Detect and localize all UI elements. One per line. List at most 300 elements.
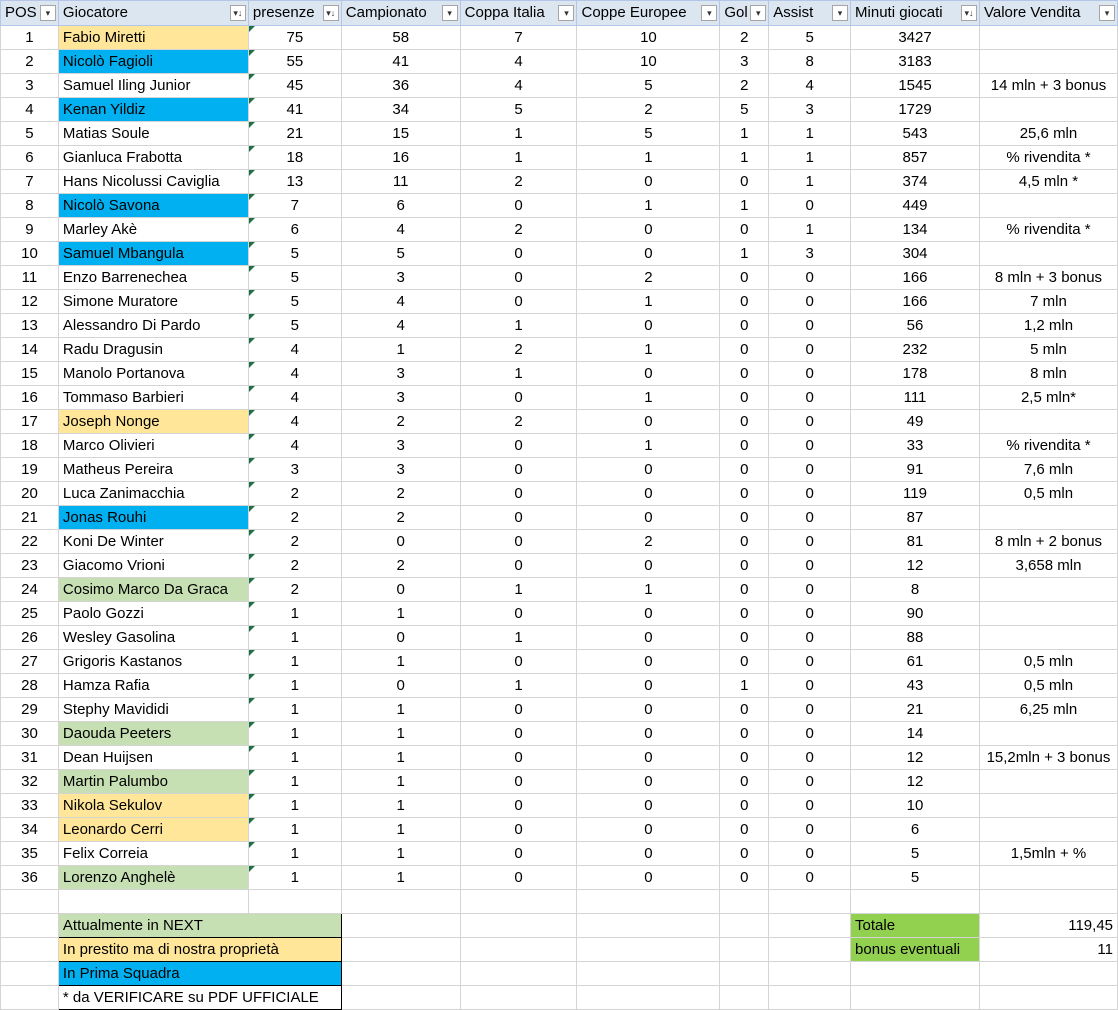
player-name-cell[interactable]: Jonas Rouhi [58, 506, 248, 530]
valore-vendita-cell[interactable]: 0,5 mln [979, 650, 1117, 674]
pos-cell[interactable]: 10 [1, 242, 59, 266]
pos-cell[interactable]: 22 [1, 530, 59, 554]
player-name-cell[interactable]: Matias Soule [58, 122, 248, 146]
campionato-cell[interactable]: 6 [341, 194, 460, 218]
minuti-cell[interactable]: 134 [851, 218, 980, 242]
assist-cell[interactable]: 0 [769, 602, 851, 626]
assist-cell[interactable]: 3 [769, 98, 851, 122]
pos-cell[interactable]: 28 [1, 674, 59, 698]
presenze-cell[interactable]: 5 [248, 266, 341, 290]
minuti-cell[interactable]: 8 [851, 578, 980, 602]
coppe-europee-cell[interactable]: 1 [577, 578, 720, 602]
coppa-italia-cell[interactable]: 1 [460, 122, 577, 146]
valore-vendita-cell[interactable] [979, 770, 1117, 794]
coppe-europee-cell[interactable]: 10 [577, 50, 720, 74]
column-header[interactable] [851, 1, 980, 26]
pos-cell[interactable]: 17 [1, 410, 59, 434]
valore-vendita-cell[interactable] [979, 578, 1117, 602]
coppa-italia-cell[interactable]: 0 [460, 866, 577, 890]
empty-cell[interactable] [460, 962, 577, 986]
player-name-cell[interactable]: Felix Correia [58, 842, 248, 866]
gol-cell[interactable]: 0 [720, 770, 769, 794]
assist-cell[interactable]: 0 [769, 362, 851, 386]
coppa-italia-cell[interactable]: 0 [460, 794, 577, 818]
minuti-cell[interactable]: 88 [851, 626, 980, 650]
coppa-italia-cell[interactable]: 5 [460, 98, 577, 122]
coppa-italia-cell[interactable]: 0 [460, 386, 577, 410]
empty-cell[interactable] [460, 914, 577, 938]
empty-cell[interactable] [851, 986, 980, 1010]
assist-cell[interactable]: 0 [769, 746, 851, 770]
valore-vendita-cell[interactable]: 15,2mln + 3 bonus [979, 746, 1117, 770]
presenze-cell[interactable]: 1 [248, 722, 341, 746]
minuti-cell[interactable]: 10 [851, 794, 980, 818]
presenze-cell[interactable]: 2 [248, 482, 341, 506]
minuti-cell[interactable]: 14 [851, 722, 980, 746]
minuti-cell[interactable]: 857 [851, 146, 980, 170]
minuti-cell[interactable]: 43 [851, 674, 980, 698]
empty-cell[interactable] [58, 890, 248, 914]
presenze-cell[interactable]: 2 [248, 530, 341, 554]
pos-cell[interactable]: 21 [1, 506, 59, 530]
player-name-cell[interactable]: Nicolò Savona [58, 194, 248, 218]
coppa-italia-cell[interactable]: 0 [460, 506, 577, 530]
presenze-cell[interactable]: 13 [248, 170, 341, 194]
assist-cell[interactable]: 0 [769, 794, 851, 818]
coppe-europee-cell[interactable]: 1 [577, 386, 720, 410]
coppa-italia-cell[interactable]: 0 [460, 290, 577, 314]
coppe-europee-cell[interactable]: 2 [577, 98, 720, 122]
coppe-europee-cell[interactable]: 0 [577, 650, 720, 674]
presenze-cell[interactable]: 1 [248, 842, 341, 866]
empty-cell[interactable] [341, 986, 460, 1010]
coppe-europee-cell[interactable]: 0 [577, 314, 720, 338]
campionato-cell[interactable]: 1 [341, 650, 460, 674]
empty-cell[interactable] [1, 914, 59, 938]
gol-cell[interactable]: 0 [720, 506, 769, 530]
pos-cell[interactable]: 35 [1, 842, 59, 866]
assist-cell[interactable]: 1 [769, 146, 851, 170]
campionato-cell[interactable]: 41 [341, 50, 460, 74]
valore-vendita-cell[interactable]: 7 mln [979, 290, 1117, 314]
campionato-cell[interactable]: 1 [341, 338, 460, 362]
presenze-cell[interactable]: 1 [248, 866, 341, 890]
valore-vendita-cell[interactable]: 7,6 mln [979, 458, 1117, 482]
campionato-cell[interactable]: 1 [341, 602, 460, 626]
minuti-cell[interactable]: 21 [851, 698, 980, 722]
minuti-cell[interactable]: 3427 [851, 26, 980, 50]
minuti-cell[interactable]: 90 [851, 602, 980, 626]
coppa-italia-cell[interactable]: 2 [460, 218, 577, 242]
assist-cell[interactable]: 4 [769, 74, 851, 98]
presenze-cell[interactable]: 4 [248, 410, 341, 434]
presenze-cell[interactable]: 1 [248, 818, 341, 842]
gol-cell[interactable]: 0 [720, 650, 769, 674]
gol-cell[interactable]: 0 [720, 698, 769, 722]
assist-cell[interactable]: 0 [769, 386, 851, 410]
campionato-cell[interactable]: 11 [341, 170, 460, 194]
pos-cell[interactable]: 29 [1, 698, 59, 722]
minuti-cell[interactable]: 232 [851, 338, 980, 362]
presenze-cell[interactable]: 1 [248, 794, 341, 818]
minuti-cell[interactable]: 119 [851, 482, 980, 506]
pos-cell[interactable]: 8 [1, 194, 59, 218]
coppe-europee-cell[interactable]: 1 [577, 434, 720, 458]
player-name-cell[interactable]: Giacomo Vrioni [58, 554, 248, 578]
gol-cell[interactable]: 0 [720, 338, 769, 362]
player-name-cell[interactable]: Enzo Barrenechea [58, 266, 248, 290]
empty-cell[interactable] [1, 890, 59, 914]
minuti-cell[interactable]: 33 [851, 434, 980, 458]
campionato-cell[interactable]: 3 [341, 362, 460, 386]
valore-vendita-cell[interactable]: % rivendita * [979, 218, 1117, 242]
minuti-cell[interactable]: 543 [851, 122, 980, 146]
presenze-cell[interactable]: 7 [248, 194, 341, 218]
player-name-cell[interactable]: Daouda Peeters [58, 722, 248, 746]
valore-vendita-cell[interactable]: 8 mln [979, 362, 1117, 386]
pos-cell[interactable]: 6 [1, 146, 59, 170]
coppe-europee-cell[interactable]: 0 [577, 458, 720, 482]
minuti-cell[interactable]: 166 [851, 290, 980, 314]
player-name-cell[interactable]: Tommaso Barbieri [58, 386, 248, 410]
coppe-europee-cell[interactable]: 0 [577, 722, 720, 746]
gol-cell[interactable]: 0 [720, 266, 769, 290]
presenze-cell[interactable]: 75 [248, 26, 341, 50]
valore-vendita-cell[interactable] [979, 194, 1117, 218]
pos-cell[interactable]: 30 [1, 722, 59, 746]
player-name-cell[interactable]: Hans Nicolussi Caviglia [58, 170, 248, 194]
campionato-cell[interactable]: 3 [341, 434, 460, 458]
gol-cell[interactable]: 1 [720, 674, 769, 698]
gol-cell[interactable]: 0 [720, 554, 769, 578]
valore-vendita-cell[interactable] [979, 242, 1117, 266]
campionato-cell[interactable]: 1 [341, 746, 460, 770]
campionato-cell[interactable]: 0 [341, 626, 460, 650]
assist-cell[interactable]: 0 [769, 194, 851, 218]
valore-vendita-cell[interactable]: 6,25 mln [979, 698, 1117, 722]
empty-cell[interactable] [460, 986, 577, 1010]
coppa-italia-cell[interactable]: 4 [460, 74, 577, 98]
pos-cell[interactable]: 13 [1, 314, 59, 338]
assist-cell[interactable]: 0 [769, 266, 851, 290]
empty-cell[interactable] [720, 986, 769, 1010]
empty-cell[interactable] [341, 938, 460, 962]
column-header[interactable] [248, 1, 341, 26]
assist-cell[interactable]: 0 [769, 698, 851, 722]
valore-vendita-cell[interactable]: 8 mln + 3 bonus [979, 266, 1117, 290]
pos-cell[interactable]: 2 [1, 50, 59, 74]
valore-vendita-cell[interactable] [979, 410, 1117, 434]
coppe-europee-cell[interactable]: 1 [577, 194, 720, 218]
presenze-cell[interactable]: 2 [248, 578, 341, 602]
assist-cell[interactable]: 0 [769, 818, 851, 842]
totals-label[interactable]: bonus eventuali [851, 938, 980, 962]
gol-cell[interactable]: 0 [720, 170, 769, 194]
assist-cell[interactable]: 0 [769, 866, 851, 890]
pos-cell[interactable]: 3 [1, 74, 59, 98]
coppe-europee-cell[interactable]: 0 [577, 242, 720, 266]
pos-cell[interactable]: 32 [1, 770, 59, 794]
assist-cell[interactable]: 0 [769, 290, 851, 314]
empty-cell[interactable] [769, 986, 851, 1010]
campionato-cell[interactable]: 2 [341, 482, 460, 506]
player-name-cell[interactable]: Simone Muratore [58, 290, 248, 314]
assist-cell[interactable]: 0 [769, 434, 851, 458]
column-header[interactable] [460, 1, 577, 26]
minuti-cell[interactable]: 12 [851, 770, 980, 794]
valore-vendita-cell[interactable]: 3,658 mln [979, 554, 1117, 578]
empty-cell[interactable] [577, 890, 720, 914]
player-name-cell[interactable]: Kenan Yildiz [58, 98, 248, 122]
presenze-cell[interactable]: 1 [248, 650, 341, 674]
assist-cell[interactable]: 0 [769, 314, 851, 338]
campionato-cell[interactable]: 3 [341, 266, 460, 290]
coppa-italia-cell[interactable]: 0 [460, 530, 577, 554]
assist-cell[interactable]: 0 [769, 722, 851, 746]
coppa-italia-cell[interactable]: 4 [460, 50, 577, 74]
minuti-cell[interactable]: 3183 [851, 50, 980, 74]
gol-cell[interactable]: 1 [720, 194, 769, 218]
player-name-cell[interactable]: Marco Olivieri [58, 434, 248, 458]
minuti-cell[interactable]: 111 [851, 386, 980, 410]
empty-cell[interactable] [1, 938, 59, 962]
player-name-cell[interactable]: Fabio Miretti [58, 26, 248, 50]
campionato-cell[interactable]: 1 [341, 866, 460, 890]
column-header[interactable] [720, 1, 769, 26]
coppa-italia-cell[interactable]: 0 [460, 698, 577, 722]
filter-dropdown-icon[interactable]: ▾↓ [323, 5, 339, 21]
pos-cell[interactable]: 23 [1, 554, 59, 578]
totals-value[interactable]: 119,45 [979, 914, 1117, 938]
gol-cell[interactable]: 0 [720, 410, 769, 434]
assist-cell[interactable]: 0 [769, 650, 851, 674]
column-header[interactable] [577, 1, 720, 26]
coppe-europee-cell[interactable]: 0 [577, 410, 720, 434]
coppa-italia-cell[interactable]: 2 [460, 170, 577, 194]
player-name-cell[interactable]: Cosimo Marco Da Graca [58, 578, 248, 602]
valore-vendita-cell[interactable]: 25,6 mln [979, 122, 1117, 146]
empty-cell[interactable] [720, 914, 769, 938]
coppa-italia-cell[interactable]: 0 [460, 722, 577, 746]
player-name-cell[interactable]: Koni De Winter [58, 530, 248, 554]
player-name-cell[interactable]: Radu Dragusin [58, 338, 248, 362]
player-name-cell[interactable]: Wesley Gasolina [58, 626, 248, 650]
empty-cell[interactable] [769, 914, 851, 938]
empty-cell[interactable] [769, 962, 851, 986]
gol-cell[interactable]: 0 [720, 602, 769, 626]
presenze-cell[interactable]: 5 [248, 242, 341, 266]
filter-dropdown-icon[interactable]: ▾ [558, 5, 574, 21]
coppe-europee-cell[interactable]: 0 [577, 170, 720, 194]
player-name-cell[interactable]: Nikola Sekulov [58, 794, 248, 818]
valore-vendita-cell[interactable]: 14 mln + 3 bonus [979, 74, 1117, 98]
minuti-cell[interactable]: 1545 [851, 74, 980, 98]
filter-dropdown-icon[interactable]: ▾↓ [230, 5, 246, 21]
minuti-cell[interactable]: 5 [851, 866, 980, 890]
filter-dropdown-icon[interactable]: ▾ [1099, 5, 1115, 21]
presenze-cell[interactable]: 5 [248, 290, 341, 314]
assist-cell[interactable]: 0 [769, 770, 851, 794]
presenze-cell[interactable]: 4 [248, 434, 341, 458]
campionato-cell[interactable]: 1 [341, 722, 460, 746]
assist-cell[interactable]: 0 [769, 530, 851, 554]
legend-label[interactable]: In prestito ma di nostra proprietà [58, 938, 341, 962]
campionato-cell[interactable]: 3 [341, 386, 460, 410]
filter-dropdown-icon[interactable]: ▾ [750, 5, 766, 21]
empty-cell[interactable] [577, 938, 720, 962]
empty-cell[interactable] [341, 890, 460, 914]
coppa-italia-cell[interactable]: 0 [460, 434, 577, 458]
campionato-cell[interactable]: 4 [341, 290, 460, 314]
empty-cell[interactable] [577, 962, 720, 986]
filter-dropdown-icon[interactable]: ▾ [40, 5, 56, 21]
empty-cell[interactable] [720, 890, 769, 914]
pos-cell[interactable]: 11 [1, 266, 59, 290]
column-header[interactable] [979, 1, 1117, 26]
assist-cell[interactable]: 0 [769, 842, 851, 866]
player-name-cell[interactable]: Samuel Mbangula [58, 242, 248, 266]
assist-cell[interactable]: 0 [769, 554, 851, 578]
gol-cell[interactable]: 0 [720, 722, 769, 746]
coppe-europee-cell[interactable]: 0 [577, 770, 720, 794]
campionato-cell[interactable]: 58 [341, 26, 460, 50]
assist-cell[interactable]: 1 [769, 122, 851, 146]
assist-cell[interactable]: 0 [769, 338, 851, 362]
presenze-cell[interactable]: 1 [248, 698, 341, 722]
coppa-italia-cell[interactable]: 0 [460, 818, 577, 842]
legend-label[interactable]: In Prima Squadra [58, 962, 341, 986]
presenze-cell[interactable]: 45 [248, 74, 341, 98]
coppe-europee-cell[interactable]: 0 [577, 362, 720, 386]
coppa-italia-cell[interactable]: 0 [460, 482, 577, 506]
player-name-cell[interactable]: Nicolò Fagioli [58, 50, 248, 74]
minuti-cell[interactable]: 5 [851, 842, 980, 866]
coppa-italia-cell[interactable]: 2 [460, 338, 577, 362]
assist-cell[interactable]: 5 [769, 26, 851, 50]
coppe-europee-cell[interactable]: 0 [577, 746, 720, 770]
empty-cell[interactable] [248, 890, 341, 914]
player-name-cell[interactable]: Leonardo Cerri [58, 818, 248, 842]
campionato-cell[interactable]: 2 [341, 554, 460, 578]
coppe-europee-cell[interactable]: 0 [577, 794, 720, 818]
pos-cell[interactable]: 7 [1, 170, 59, 194]
coppe-europee-cell[interactable]: 0 [577, 554, 720, 578]
pos-cell[interactable]: 26 [1, 626, 59, 650]
assist-cell[interactable]: 0 [769, 410, 851, 434]
player-name-cell[interactable]: Samuel Iling Junior [58, 74, 248, 98]
gol-cell[interactable]: 2 [720, 26, 769, 50]
coppa-italia-cell[interactable]: 0 [460, 602, 577, 626]
empty-cell[interactable] [1, 986, 59, 1010]
coppa-italia-cell[interactable]: 1 [460, 578, 577, 602]
empty-cell[interactable] [979, 986, 1117, 1010]
presenze-cell[interactable]: 1 [248, 602, 341, 626]
valore-vendita-cell[interactable] [979, 626, 1117, 650]
presenze-cell[interactable]: 4 [248, 338, 341, 362]
presenze-cell[interactable]: 1 [248, 626, 341, 650]
minuti-cell[interactable]: 12 [851, 746, 980, 770]
valore-vendita-cell[interactable]: 8 mln + 2 bonus [979, 530, 1117, 554]
presenze-cell[interactable]: 1 [248, 746, 341, 770]
presenze-cell[interactable]: 6 [248, 218, 341, 242]
gol-cell[interactable]: 0 [720, 386, 769, 410]
campionato-cell[interactable]: 0 [341, 674, 460, 698]
empty-cell[interactable] [769, 938, 851, 962]
coppe-europee-cell[interactable]: 1 [577, 290, 720, 314]
presenze-cell[interactable]: 5 [248, 314, 341, 338]
campionato-cell[interactable]: 4 [341, 314, 460, 338]
player-name-cell[interactable]: Paolo Gozzi [58, 602, 248, 626]
pos-cell[interactable]: 34 [1, 818, 59, 842]
coppe-europee-cell[interactable]: 0 [577, 674, 720, 698]
player-name-cell[interactable]: Marley Akè [58, 218, 248, 242]
empty-cell[interactable] [851, 890, 980, 914]
campionato-cell[interactable]: 34 [341, 98, 460, 122]
coppe-europee-cell[interactable]: 1 [577, 338, 720, 362]
legend-label[interactable]: * da VERIFICARE su PDF UFFICIALE [58, 986, 341, 1010]
campionato-cell[interactable]: 36 [341, 74, 460, 98]
assist-cell[interactable]: 1 [769, 170, 851, 194]
campionato-cell[interactable]: 1 [341, 698, 460, 722]
coppa-italia-cell[interactable]: 1 [460, 146, 577, 170]
gol-cell[interactable]: 2 [720, 74, 769, 98]
column-header[interactable] [1, 1, 59, 26]
pos-cell[interactable]: 9 [1, 218, 59, 242]
coppe-europee-cell[interactable]: 5 [577, 122, 720, 146]
coppe-europee-cell[interactable]: 1 [577, 146, 720, 170]
assist-cell[interactable]: 0 [769, 674, 851, 698]
minuti-cell[interactable]: 81 [851, 530, 980, 554]
minuti-cell[interactable]: 1729 [851, 98, 980, 122]
coppe-europee-cell[interactable]: 0 [577, 506, 720, 530]
gol-cell[interactable]: 0 [720, 626, 769, 650]
empty-cell[interactable] [720, 962, 769, 986]
pos-cell[interactable]: 1 [1, 26, 59, 50]
player-name-cell[interactable]: Grigoris Kastanos [58, 650, 248, 674]
pos-cell[interactable]: 15 [1, 362, 59, 386]
empty-cell[interactable] [577, 914, 720, 938]
coppa-italia-cell[interactable]: 0 [460, 194, 577, 218]
valore-vendita-cell[interactable] [979, 866, 1117, 890]
column-header[interactable] [341, 1, 460, 26]
pos-cell[interactable]: 33 [1, 794, 59, 818]
minuti-cell[interactable]: 91 [851, 458, 980, 482]
player-name-cell[interactable]: Luca Zanimacchia [58, 482, 248, 506]
campionato-cell[interactable]: 0 [341, 530, 460, 554]
presenze-cell[interactable]: 3 [248, 458, 341, 482]
pos-cell[interactable]: 31 [1, 746, 59, 770]
campionato-cell[interactable]: 4 [341, 218, 460, 242]
valore-vendita-cell[interactable] [979, 794, 1117, 818]
valore-vendita-cell[interactable] [979, 722, 1117, 746]
pos-cell[interactable]: 20 [1, 482, 59, 506]
gol-cell[interactable]: 3 [720, 50, 769, 74]
coppe-europee-cell[interactable]: 2 [577, 266, 720, 290]
filter-dropdown-icon[interactable]: ▾ [832, 5, 848, 21]
gol-cell[interactable]: 0 [720, 434, 769, 458]
player-name-cell[interactable]: Hamza Rafia [58, 674, 248, 698]
assist-cell[interactable]: 3 [769, 242, 851, 266]
gol-cell[interactable]: 0 [720, 578, 769, 602]
empty-cell[interactable] [460, 890, 577, 914]
gol-cell[interactable]: 1 [720, 146, 769, 170]
coppe-europee-cell[interactable]: 0 [577, 842, 720, 866]
minuti-cell[interactable]: 166 [851, 266, 980, 290]
valore-vendita-cell[interactable] [979, 50, 1117, 74]
presenze-cell[interactable]: 4 [248, 386, 341, 410]
coppa-italia-cell[interactable]: 0 [460, 266, 577, 290]
presenze-cell[interactable]: 4 [248, 362, 341, 386]
